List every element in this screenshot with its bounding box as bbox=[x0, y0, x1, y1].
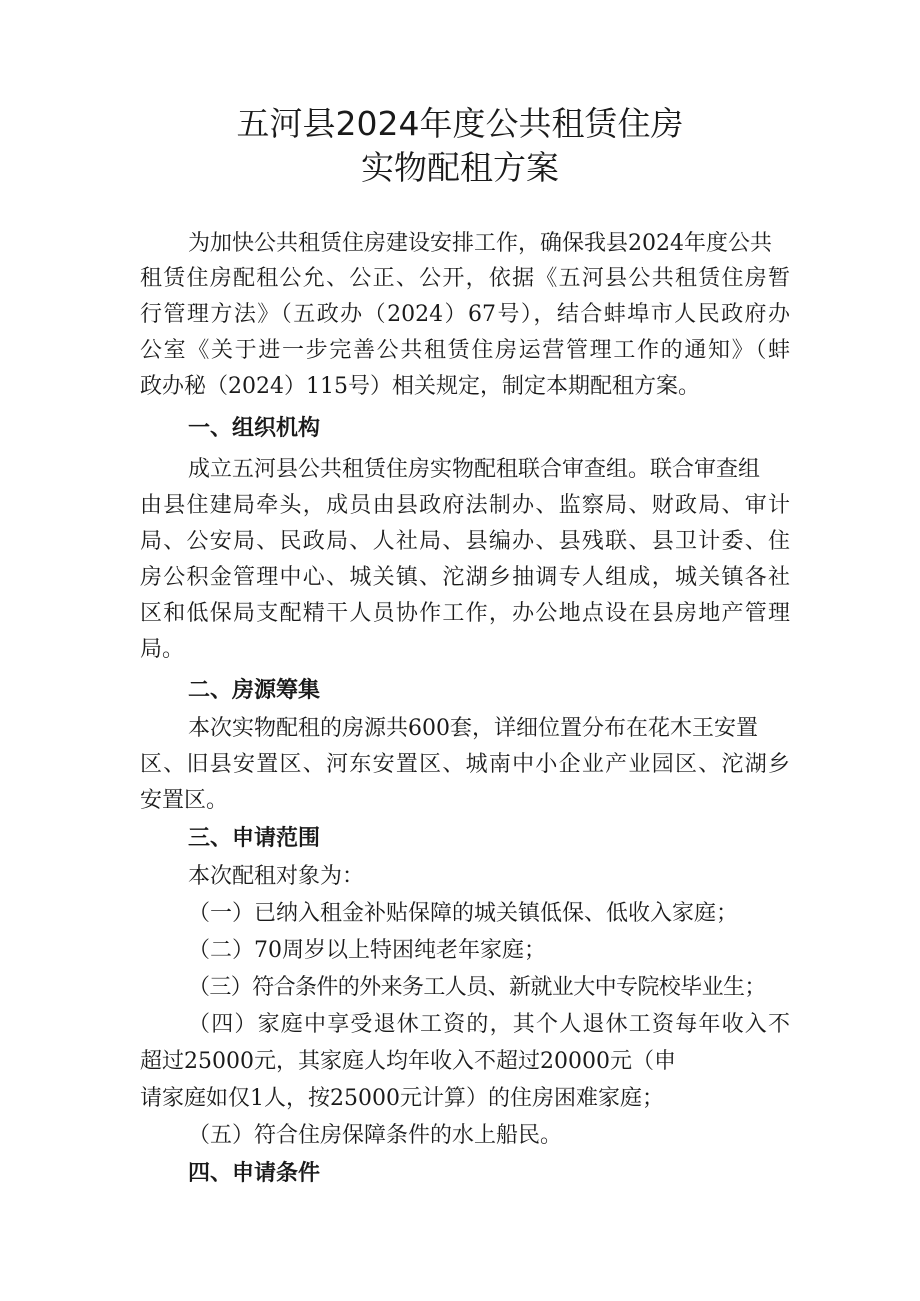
section-heading-housing-source: 二、房源筹集 bbox=[188, 678, 321, 703]
section1-line-2: 由县住建局牵头，成员由县政府法制办、监察局、财政局、审计 bbox=[140, 493, 790, 518]
section3-item-3: （三）符合条件的外来务工人员、新就业大中专院校毕业生； bbox=[188, 975, 766, 1000]
section1-line-3: 局、公安局、民政局、人社局、县编办、县残联、县卫计委、住 bbox=[140, 529, 790, 554]
intro-line-3: 行管理方法》（五政办（2024）67号），结合蚌埠市人民政府办 bbox=[140, 302, 790, 327]
document-title-line-1: 五河县2024年度公共租赁住房 bbox=[236, 104, 684, 143]
section2-line-3: 安置区。 bbox=[140, 788, 229, 813]
intro-line-4: 公室《关于进一步完善公共租赁住房运营管理工作的通知》（蚌 bbox=[140, 338, 790, 363]
section1-line-6: 局。 bbox=[140, 637, 185, 662]
intro-line-2: 租赁住房配租公允、公正、公开，依据《五河县公共租赁住房暂 bbox=[140, 266, 790, 291]
section-heading-organization: 一、组织机构 bbox=[188, 416, 321, 441]
intro-line-1: 为加快公共租赁住房建设安排工作，确保我县2024年度公共 bbox=[188, 231, 772, 256]
section1-line-4: 房公积金管理中心、城关镇、沱湖乡抽调专人组成，城关镇各社 bbox=[140, 565, 790, 590]
document-title-line-2: 实物配租方案 bbox=[361, 148, 559, 187]
section3-item-4-line-2: 超过25000元，其家庭人均年收入不超过20000元（申 bbox=[140, 1049, 676, 1074]
section3-item-1: （一）已纳入租金补贴保障的城关镇低保、低收入家庭； bbox=[188, 901, 739, 926]
section3-item-4-line-1: （四）家庭中享受退休工资的，其个人退休工资每年收入不 bbox=[188, 1012, 790, 1037]
section3-intro: 本次配租对象为： bbox=[188, 864, 365, 889]
section-heading-scope: 三、申请范围 bbox=[188, 826, 321, 851]
section3-item-4-line-3: 请家庭如仅1人，按25000元计算）的住房困难家庭； bbox=[140, 1086, 664, 1111]
section2-line-2: 区、旧县安置区、河东安置区、城南中小企业产业园区、沱湖乡 bbox=[140, 752, 790, 777]
section-heading-conditions: 四、申请条件 bbox=[188, 1161, 321, 1186]
section3-item-2: （二）70周岁以上特困纯老年家庭； bbox=[188, 938, 546, 963]
section1-line-1: 成立五河县公共租赁住房实物配租联合审查组。联合审查组 bbox=[188, 457, 761, 482]
section1-line-5: 区和低保局支配精干人员协作工作，办公地点设在县房地产管理 bbox=[140, 601, 790, 626]
section3-item-5: （五）符合住房保障条件的水上船民。 bbox=[188, 1123, 563, 1148]
intro-line-5: 政办秘（2024）115号）相关规定，制定本期配租方案。 bbox=[140, 374, 700, 399]
section2-line-1: 本次实物配租的房源共600套，详细位置分布在花木王安置 bbox=[188, 716, 758, 741]
